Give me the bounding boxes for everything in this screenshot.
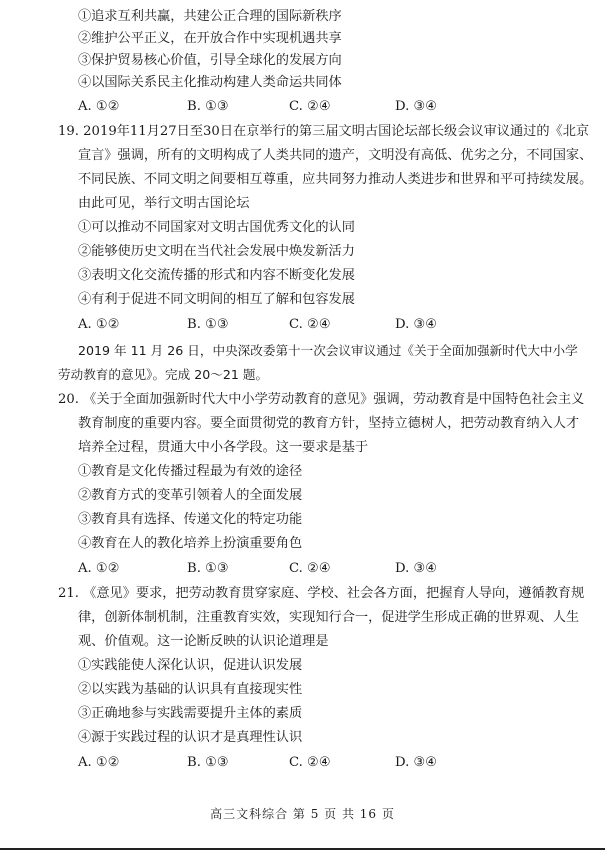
q19-stem-line-2: 宣言》强调，所有的文明构成了人类共同的遗产，文明没有高低、优劣之分，不同国家、: [78, 148, 593, 163]
q21-choices: [78, 754, 478, 772]
page-footer: 高三文科综合 第 5 页 共 16 页: [210, 807, 395, 821]
q21-option-1: ①实践能使人深化认识，促进认识发展: [78, 658, 303, 673]
q20-option-1: ①教育是文化传播过程最为有效的途径: [78, 464, 303, 479]
q18-option-3: ③保护贸易核心价值，引导全球化的发展方向: [78, 53, 342, 68]
q19-option-3: ③表明文化交流传播的形式和内容不断变化发展: [78, 268, 355, 283]
q20-option-4: ④教育在人的教化培养上扮演重要角色: [78, 536, 303, 551]
q18-option-2: ②维护公平正义，在开放合作中实现机遇共享: [78, 31, 342, 46]
q19-choice-d: D. ③④: [395, 317, 438, 332]
q20-option-3: ③教育具有选择、传递文化的特定功能: [78, 512, 303, 527]
q20-option-2: ②教育方式的变革引领着人的全面发展: [78, 488, 303, 503]
q20-choice-b: B. ①③: [187, 561, 229, 576]
q20-choice-d: D. ③④: [395, 561, 438, 576]
q19-option-1: ①可以推动不同国家对文明古国优秀文化的认同: [78, 220, 355, 235]
q20-choice-c: C. ②④: [289, 561, 331, 576]
q21-choice-d: D. ③④: [395, 755, 438, 770]
instruction-line-1: 2019 年 11 月 26 日，中央深改委第十一次会议审议通过《关于全面加强新时代大中小学: [78, 343, 578, 358]
q21-stem-line-3: 观、价值观。这一论断反映的认识论道理是: [78, 634, 329, 649]
q19-choice-a: A. ①②: [78, 317, 120, 332]
q19-choice-c: C. ②④: [289, 317, 331, 332]
q18-choices: [78, 98, 478, 116]
q19-stem-line-4: 由此可见，举行文明古国论坛: [78, 196, 250, 211]
q18-choice-b: B. ①③: [187, 99, 229, 114]
q20-stem-line-2: 教育制度的重要内容。要全面贯彻党的教育方针，坚持立德树人，把劳动教育纳入人才: [78, 416, 580, 431]
q21-choice-a: A. ①②: [78, 755, 120, 770]
q20-stem-line-3: 培养全过程，贯通大中小各学段。这一要求是基于: [78, 440, 369, 455]
q20-stem-line-1: 20. 《关于全面加强新时代大中小学劳动教育的意见》强调，劳动教育是中国特色社会主义: [58, 392, 585, 407]
q19-option-4: ④有利于促进不同文明间的相互了解和包容发展: [78, 292, 355, 307]
q20-choice-a: A. ①②: [78, 561, 120, 576]
q19-option-2: ②能够使历史文明在当代社会发展中焕发新活力: [78, 244, 355, 259]
q21-option-3: ③正确地参与实践需要提升主体的素质: [78, 706, 303, 721]
q18-choice-a: A. ①②: [78, 99, 120, 114]
q21-choice-c: C. ②④: [289, 755, 331, 770]
q21-option-2: ②以实践为基础的认识具有直接现实性: [78, 682, 303, 697]
q18-option-1: ①追求互利共赢，共建公正合理的国际新秩序: [78, 9, 342, 24]
q21-stem-line-1: 21. 《意见》要求，把劳动教育贯穿家庭、学校、社会各方面，把握育人导向，遵循教育规: [58, 586, 585, 601]
q21-stem-line-2: 律，创新体制机制，注重教育实效，实现知行合一，促进学生形成正确的世界观、人生: [78, 610, 580, 625]
q19-choices: [78, 316, 478, 334]
q19-stem-line-1: 19. 2019年11月27日至30日在京举行的第三届文明古国论坛部长级会议审议通过的《北京: [58, 124, 590, 139]
instruction-line-2: 劳动教育的意见》。完成 20～21 题。: [58, 367, 269, 382]
q21-option-4: ④源于实践过程的认识才是真理性认识: [78, 730, 303, 745]
q19-stem-line-3: 不同民族、不同文明之间要相互尊重，应共同努力推动人类进步和世界和平可持续发展。: [78, 172, 593, 187]
q21-choice-b: B. ①③: [187, 755, 229, 770]
q18-option-4: ④以国际关系民主化推动构建人类命运共同体: [78, 75, 342, 90]
q19-choice-b: B. ①③: [187, 317, 229, 332]
bottom-divider: [0, 848, 605, 850]
q18-choice-c: C. ②④: [289, 99, 331, 114]
q20-choices: [78, 560, 478, 578]
q18-choice-d: D. ③④: [395, 99, 438, 114]
